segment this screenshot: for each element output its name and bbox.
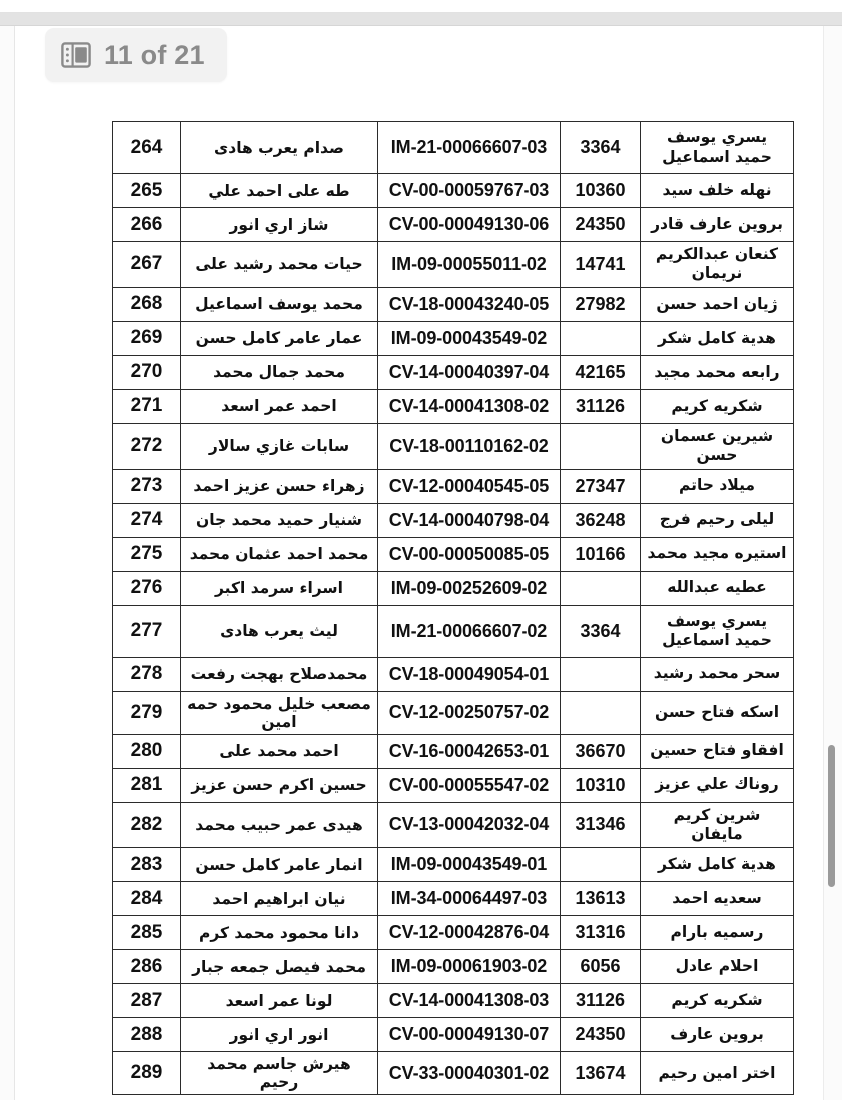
cell-code: CV-33-00040301-02 — [378, 1052, 561, 1095]
cell-name: احمد محمد على — [181, 734, 378, 768]
cell-code: CV-14-00040798-04 — [378, 503, 561, 537]
cell-sponsor: شيرين عسمان حسن — [641, 423, 794, 469]
cell-sequence: 272 — [113, 423, 181, 469]
cell-amount — [561, 848, 641, 882]
cell-code: CV-18-00110162-02 — [378, 423, 561, 469]
cell-sequence: 279 — [113, 691, 181, 734]
cell-sponsor: يسري يوسف حميد اسماعيل — [641, 122, 794, 174]
cell-sequence: 269 — [113, 321, 181, 355]
cell-name: مصعب خليل محمود حمه امين — [181, 691, 378, 734]
cell-amount: 31126 — [561, 984, 641, 1018]
cell-code: CV-12-00040545-05 — [378, 469, 561, 503]
cell-sponsor: اختر امين رحيم — [641, 1052, 794, 1095]
cell-amount: 3364 — [561, 122, 641, 174]
cell-sponsor: ميلاد حاتم — [641, 469, 794, 503]
cell-name: حسين اكرم حسن عزيز — [181, 768, 378, 802]
table-row — [113, 882, 794, 916]
cell-amount: 13613 — [561, 882, 641, 916]
cell-sequence: 268 — [113, 287, 181, 321]
table-row — [113, 605, 794, 657]
scanned-table-container — [112, 121, 793, 1095]
table-row — [113, 848, 794, 882]
cell-name: حيات محمد رشيد على — [181, 242, 378, 288]
table-row — [113, 469, 794, 503]
cell-code: CV-16-00042653-01 — [378, 734, 561, 768]
cell-amount — [561, 571, 641, 605]
table-row — [113, 321, 794, 355]
cell-sponsor: رابعه محمد مجيد — [641, 355, 794, 389]
cell-sequence: 283 — [113, 848, 181, 882]
cell-code: IM-09-00252609-02 — [378, 571, 561, 605]
cell-code: CV-18-00049054-01 — [378, 657, 561, 691]
cell-sequence: 274 — [113, 503, 181, 537]
cell-sponsor: بروين عارف قادر — [641, 208, 794, 242]
cell-sequence: 280 — [113, 734, 181, 768]
cell-amount: 31126 — [561, 389, 641, 423]
page-layout-icon — [61, 42, 91, 68]
cell-sponsor: يسري يوسف حميد اسماعيل — [641, 605, 794, 657]
cell-sequence: 282 — [113, 802, 181, 848]
cell-code: CV-13-00042032-04 — [378, 802, 561, 848]
beneficiary-table — [112, 121, 794, 1095]
cell-name: محمد احمد عثمان محمد — [181, 537, 378, 571]
page-indicator[interactable] — [45, 28, 227, 82]
cell-sequence: 278 — [113, 657, 181, 691]
cell-sequence: 285 — [113, 916, 181, 950]
cell-amount: 13674 — [561, 1052, 641, 1095]
table-row — [113, 768, 794, 802]
cell-sponsor: استيره مجيد محمد — [641, 537, 794, 571]
cell-sponsor: نهله خلف سيد — [641, 174, 794, 208]
cell-sponsor: اسكه فتاح حسن — [641, 691, 794, 734]
table-row — [113, 242, 794, 288]
table-body — [113, 122, 794, 1095]
cell-sponsor: كنعان عبدالكريم نريمان — [641, 242, 794, 288]
cell-sequence: 284 — [113, 882, 181, 916]
cell-name: احمد عمر اسعد — [181, 389, 378, 423]
table-row — [113, 355, 794, 389]
cell-amount: 6056 — [561, 950, 641, 984]
cell-code: CV-12-00250757-02 — [378, 691, 561, 734]
cell-name: سابات غازي سالار — [181, 423, 378, 469]
cell-name: زهراء حسن عزيز احمد — [181, 469, 378, 503]
cell-name: محمد فيصل جمعه جبار — [181, 950, 378, 984]
cell-name: اسراء سرمد اكبر — [181, 571, 378, 605]
cell-code: CV-00-00055547-02 — [378, 768, 561, 802]
cell-sequence: 277 — [113, 605, 181, 657]
cell-amount — [561, 657, 641, 691]
cell-amount: 42165 — [561, 355, 641, 389]
cell-name: دانا محمود محمد كرم — [181, 916, 378, 950]
cell-sequence: 275 — [113, 537, 181, 571]
cell-amount: 24350 — [561, 208, 641, 242]
cell-sponsor: شكريه كريم — [641, 389, 794, 423]
cell-name: محمدصلاح بهجت رفعت — [181, 657, 378, 691]
cell-amount: 10166 — [561, 537, 641, 571]
cell-name: عمار عامر كامل حسن — [181, 321, 378, 355]
cell-name: شاز اري انور — [181, 208, 378, 242]
page-gutter-left — [0, 26, 15, 1100]
table-row — [113, 122, 794, 174]
cell-sponsor: روناك علي عزيز — [641, 768, 794, 802]
cell-name: صدام يعرب هادى — [181, 122, 378, 174]
table-row — [113, 571, 794, 605]
cell-amount — [561, 691, 641, 734]
cell-name: محمد جمال محمد — [181, 355, 378, 389]
cell-code: CV-00-00050085-05 — [378, 537, 561, 571]
cell-amount: 36248 — [561, 503, 641, 537]
cell-code: CV-14-00041308-02 — [378, 389, 561, 423]
cell-name: انمار عامر كامل حسن — [181, 848, 378, 882]
cell-sponsor: رسميه بارام — [641, 916, 794, 950]
cell-sponsor: افقاو فتاح حسين — [641, 734, 794, 768]
cell-amount: 10310 — [561, 768, 641, 802]
table-row — [113, 984, 794, 1018]
page-indicator-label: 11 of 21 — [104, 39, 205, 70]
cell-sequence: 286 — [113, 950, 181, 984]
cell-sponsor: هدية كامل شكر — [641, 848, 794, 882]
cell-code: IM-09-00043549-01 — [378, 848, 561, 882]
cell-name: هيدى عمر حبيب محمد — [181, 802, 378, 848]
cell-sponsor: هدية كامل شكر — [641, 321, 794, 355]
cell-sequence: 266 — [113, 208, 181, 242]
cell-sequence: 267 — [113, 242, 181, 288]
table-row — [113, 734, 794, 768]
cell-code: CV-00-00059767-03 — [378, 174, 561, 208]
cell-sequence: 265 — [113, 174, 181, 208]
viewer-toolbar-band — [0, 13, 842, 26]
viewer-top-strip — [0, 0, 842, 13]
cell-code: CV-00-00049130-06 — [378, 208, 561, 242]
cell-name: محمد يوسف اسماعيل — [181, 287, 378, 321]
cell-name: شنيار حميد محمد جان — [181, 503, 378, 537]
table-row — [113, 287, 794, 321]
cell-code: IM-09-00061903-02 — [378, 950, 561, 984]
cell-sequence: 288 — [113, 1018, 181, 1052]
table-row — [113, 916, 794, 950]
cell-amount: 14741 — [561, 242, 641, 288]
cell-sequence: 270 — [113, 355, 181, 389]
cell-amount — [561, 423, 641, 469]
cell-code: IM-09-00055011-02 — [378, 242, 561, 288]
cell-name: انور اري انور — [181, 1018, 378, 1052]
cell-code: IM-09-00043549-02 — [378, 321, 561, 355]
cell-sequence: 264 — [113, 122, 181, 174]
cell-sponsor: سحر محمد رشيد — [641, 657, 794, 691]
cell-code: IM-21-00066607-03 — [378, 122, 561, 174]
table-row — [113, 389, 794, 423]
cell-name: ليث يعرب هادى — [181, 605, 378, 657]
cell-sponsor: احلام عادل — [641, 950, 794, 984]
cell-sponsor: شرين كريم مايفان — [641, 802, 794, 848]
table-row — [113, 174, 794, 208]
cell-sponsor: بروين عارف — [641, 1018, 794, 1052]
cell-sequence: 287 — [113, 984, 181, 1018]
cell-name: نيان ابراهيم احمد — [181, 882, 378, 916]
cell-sequence: 289 — [113, 1052, 181, 1095]
table-row — [113, 1052, 794, 1095]
cell-code: CV-12-00042876-04 — [378, 916, 561, 950]
cell-sequence: 281 — [113, 768, 181, 802]
cell-amount: 36670 — [561, 734, 641, 768]
cell-amount: 24350 — [561, 1018, 641, 1052]
cell-code: CV-00-00049130-07 — [378, 1018, 561, 1052]
cell-code: CV-18-00043240-05 — [378, 287, 561, 321]
cell-code: IM-21-00066607-02 — [378, 605, 561, 657]
cell-name: لونا عمر اسعد — [181, 984, 378, 1018]
cell-name: هيرش جاسم محمد رحيم — [181, 1052, 378, 1095]
cell-amount: 31316 — [561, 916, 641, 950]
cell-sponsor: سعديه احمد — [641, 882, 794, 916]
cell-code: CV-14-00041308-03 — [378, 984, 561, 1018]
table-row — [113, 208, 794, 242]
table-row — [113, 423, 794, 469]
table-row — [113, 950, 794, 984]
cell-sequence: 276 — [113, 571, 181, 605]
table-row — [113, 691, 794, 734]
cell-sequence: 271 — [113, 389, 181, 423]
cell-sponsor: شكريه كريم — [641, 984, 794, 1018]
cell-sequence: 273 — [113, 469, 181, 503]
cell-amount: 3364 — [561, 605, 641, 657]
table-row — [113, 1018, 794, 1052]
cell-sponsor: ژيان احمد حسن — [641, 287, 794, 321]
table-row — [113, 503, 794, 537]
cell-amount: 10360 — [561, 174, 641, 208]
table-row — [113, 537, 794, 571]
vertical-scrollbar-thumb[interactable] — [828, 745, 835, 887]
table-row — [113, 802, 794, 848]
cell-code: CV-14-00040397-04 — [378, 355, 561, 389]
cell-sponsor: ليلى رحيم فرج — [641, 503, 794, 537]
vertical-scrollbar-track[interactable] — [826, 26, 836, 1100]
cell-amount: 27347 — [561, 469, 641, 503]
cell-code: IM-34-00064497-03 — [378, 882, 561, 916]
cell-amount: 31346 — [561, 802, 641, 848]
cell-name: طه على احمد علي — [181, 174, 378, 208]
cell-amount: 27982 — [561, 287, 641, 321]
cell-sponsor: عطيه عبدالله — [641, 571, 794, 605]
table-row — [113, 657, 794, 691]
cell-amount — [561, 321, 641, 355]
document-page[interactable] — [15, 26, 823, 1100]
